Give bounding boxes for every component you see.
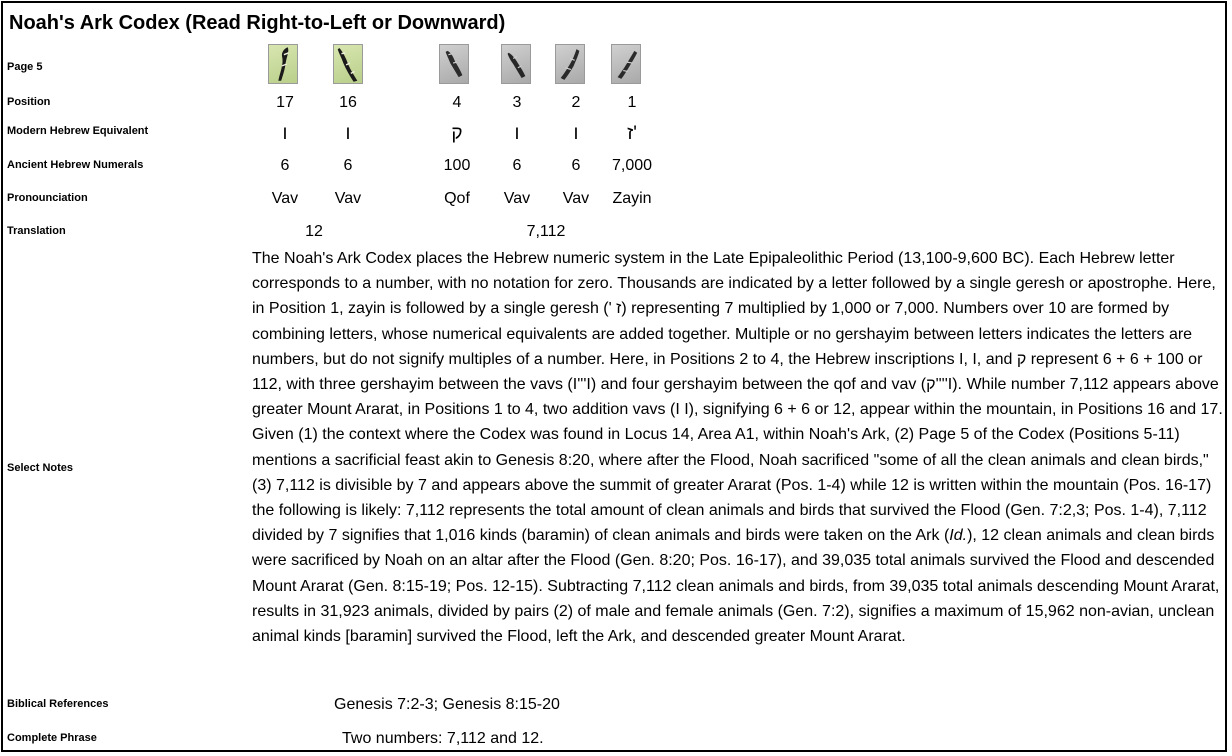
complete-phrase-value: Two numbers: 7,112 and 12.	[342, 730, 544, 747]
row-label-select-notes: Select Notes	[7, 462, 74, 474]
pronounciation-cell: Qof	[444, 190, 470, 207]
notes-text-part: ), 12 clean animals and clean birds were sacrificed by Noah on an altar after the Flood (Gen. 8:20; Pos. 16-17), and 39,035 total animals survived the Flood and descended Mount Ararat (Gen. 8:15-19; Pos. 12-15). Subtracting 7,112 clean animals and birds, from 39,035 total animals descending Mount Ararat, results in 31,923 animals, divided by pairs (2) of male and female animals (Gen. 7:2), signifies a maximum of 15,962 non-avian, unclean animal kinds [baramin] survived the Flood, left the Ark, and descended greater Mount Ararat.	[252, 527, 1220, 646]
page-title: Noah's Ark Codex (Read Right-to-Left or Downward)	[9, 12, 506, 34]
numeral-cell: 6	[571, 157, 581, 174]
notes-text-part: The Noah's Ark Codex places the Hebrew numeric system in the Late Epipaleolithic Period (13,100-9,600 BC). Each Hebrew letter corresponds to a number, with no notation for zero. Thousands are indicated by a letter followed by a single geresh or apostrophe. Here, in Position 1, zayin is followed by a single geresh (' ז) representing 7 multiplied by 1,000 or 7,000. Numbers over 10 are formed by combining letters, whose numerical equivalents are added together. Multiple or no gershayim between letters indicates the letters are numbers, but do not signify multiples of a number. Here, in Positions 2 to 4, the Hebrew inscriptions I, I, and ק represent 6 + 6 + 100 or 112, with three gershayim between the vavs (I'''I) and four gershayim between the qof and vav (ק''''I). While number 7,112 appears above greater Mount Ararat, in Positions 1 to 4, two addition vavs (I I), signifying 6 + 6 or 12, appear within the mountain, in Positions 16 and 17. Given (1) the context where the Codex was found in Locus 14, Area A1, within Noah's Ark, (2) Page 5 of the Codex (Positions 5-11) mentions a sacrificial feast akin to Genesis 8:20, where after the Flood, Noah sacrificed "some of all the clean animals and clean birds," (3) 7,112 is divisible by 7 and appears above the summit of greater Ararat (Pos. 1-4) while 12 is written within the mountain (Pos. 16-17) the following is likely: 7,112 represents the total amount of clean animals and birds that survived the Flood (Gen. 7:2,3; Pos. 1-4), 7,112 divided by 7 signifies that 1,016 kinds (baramin) of clean animals and birds were taken on the Ark (	[252, 250, 1223, 545]
numeral-cell: 100	[443, 157, 471, 174]
row-label-ancient-numerals: Ancient Hebrew Numerals	[7, 159, 144, 171]
position-cell: 17	[276, 94, 294, 111]
row-label-modern-hebrew: Modern Hebrew Equivalent	[7, 125, 149, 137]
hebrew-letter-cell: ז'	[627, 123, 637, 144]
pronounciation-cell: Vav	[562, 190, 590, 207]
numeral-cell: 6	[343, 157, 353, 174]
numeral-cell: 7,000	[611, 157, 653, 174]
codex-glyph-image	[501, 44, 531, 84]
hebrew-letter-cell: ו	[514, 123, 520, 144]
pronounciation-cell: Vav	[334, 190, 362, 207]
position-cell: 16	[339, 94, 357, 111]
position-cell: 1	[627, 94, 637, 111]
hebrew-letter-cell: ו	[345, 123, 351, 144]
codex-glyph-image	[268, 44, 298, 84]
codex-glyph-image	[555, 44, 585, 84]
row-label-translation: Translation	[7, 225, 66, 237]
position-cell: 4	[452, 94, 462, 111]
select-notes-paragraph	[252, 246, 1224, 649]
row-label-complete-phrase: Complete Phrase	[7, 732, 97, 744]
pronounciation-cell: Vav	[271, 190, 299, 207]
row-label-pronounciation: Pronounciation	[7, 192, 88, 204]
numeral-cell: 6	[280, 157, 290, 174]
row-label-position: Position	[7, 96, 51, 108]
position-cell: 3	[512, 94, 522, 111]
codex-table	[1, 1, 1227, 752]
translation-left: 12	[305, 223, 323, 240]
row-label-page: Page 5	[7, 61, 43, 73]
position-cell: 2	[571, 94, 581, 111]
codex-glyph-image	[611, 44, 641, 84]
pronounciation-cell: Vav	[503, 190, 531, 207]
hebrew-letter-cell: ק	[451, 123, 463, 144]
translation-right: 7,112	[526, 223, 566, 240]
hebrew-letter-cell: ו	[282, 123, 288, 144]
pronounciation-cell: Zayin	[612, 190, 652, 207]
codex-glyph-image	[439, 44, 469, 84]
notes-id-italic: Id.	[949, 527, 968, 545]
codex-glyph-image	[333, 44, 363, 84]
hebrew-letter-cell: ו	[573, 123, 579, 144]
biblical-references-value: Genesis 7:2-3; Genesis 8:15-20	[334, 696, 560, 713]
numeral-cell: 6	[512, 157, 522, 174]
row-label-biblical-references: Biblical References	[7, 698, 109, 710]
